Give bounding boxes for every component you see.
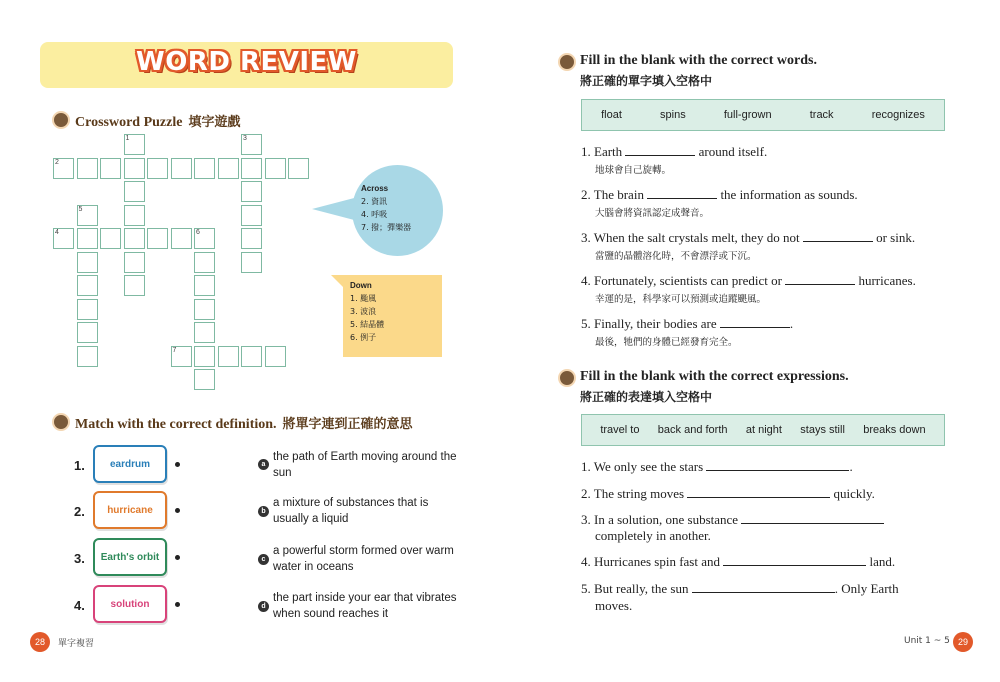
answer-blank[interactable] (625, 143, 695, 156)
match-word-dot[interactable] (175, 462, 180, 467)
crossword-number: 6 (196, 229, 200, 236)
item-number: 4. (581, 554, 591, 569)
section1-sentence (581, 186, 858, 203)
crossword-cell[interactable] (194, 252, 215, 273)
crossword-number: 2 (55, 158, 59, 166)
section2-word-bank (581, 414, 945, 446)
sentence-before: We only see the stars (593, 459, 704, 474)
match-number: 1. (74, 458, 85, 473)
definition-letter-dot[interactable]: b (258, 506, 269, 517)
sentence-before: But really, the sun (594, 581, 689, 596)
crossword-cell[interactable] (124, 228, 145, 249)
answer-blank[interactable] (720, 315, 790, 328)
crossword-cell[interactable] (241, 181, 262, 202)
sentence-after: quickly. (833, 486, 875, 501)
answer-blank[interactable] (706, 458, 849, 471)
crossword-cell[interactable] (171, 228, 192, 249)
student-avatar-icon (52, 111, 70, 129)
word-bank-item: track (809, 109, 834, 121)
crossword-number: 1 (125, 135, 130, 142)
item-number: 5. (581, 316, 591, 331)
across-clue: 4. 呼吸 (361, 210, 388, 219)
match-heading (75, 413, 413, 433)
sentence-before: Hurricanes spin fast and (594, 554, 720, 569)
crossword-cell[interactable] (77, 228, 98, 249)
sentence-translation: 最後，牠們的身體已經發育完全。 (595, 337, 738, 348)
word-bank-item: at night (745, 424, 782, 436)
student-avatar-icon (558, 53, 576, 71)
section2-sentence (581, 553, 895, 570)
sentence-translation: 地球會自己旋轉。 (595, 165, 672, 176)
sentence-before: Earth (594, 144, 623, 159)
crossword-cell[interactable] (77, 275, 98, 296)
section2-sentence (581, 580, 899, 597)
section2-heading: Fill in the blank with the correct expressions. (580, 369, 849, 384)
section1-word-bank (581, 99, 945, 131)
across-clues (361, 182, 411, 234)
footer-label: 單字複習 (58, 639, 95, 649)
page-number: 29 (953, 632, 973, 652)
word-bank-item: back and forth (657, 424, 728, 436)
crossword-cell[interactable] (77, 299, 98, 320)
crossword-number: 5 (78, 205, 83, 213)
crossword-cell[interactable] (171, 158, 192, 179)
crossword-heading-cjk: 填字遊戲 (188, 115, 241, 130)
sentence-after: . (849, 459, 853, 474)
answer-blank[interactable] (785, 272, 855, 285)
definition-text: a powerful storm formed over warm water in oceans (273, 545, 454, 573)
definition-text: the part inside your ear that vibrates when sound reaches it (273, 592, 457, 620)
word-bank-item: breaks down (863, 424, 926, 436)
match-word-dot[interactable] (175, 508, 180, 513)
sentence-before: Fortunately, scientists can predict or (594, 273, 782, 288)
section1-heading: Fill in the blank with the correct words. (580, 53, 817, 68)
item-number: 4. (581, 273, 591, 288)
definition-text: a mixture of substances that is usually a liquid (273, 497, 429, 525)
section2-sentence (581, 485, 875, 502)
down-title: Down (350, 281, 372, 290)
crossword-cell[interactable] (124, 158, 145, 179)
crossword-cell[interactable] (124, 252, 145, 273)
across-clue: 2. 資訊 (361, 197, 388, 206)
match-word-card[interactable]: hurricane (93, 491, 167, 529)
sentence-translation: 幸運的是，科學家可以預測或追蹤颶風。 (595, 294, 767, 305)
crossword-cell[interactable] (194, 299, 215, 320)
item-number: 3. (581, 230, 591, 245)
down-clue: 6. 例子 (350, 333, 377, 342)
student-avatar-icon (52, 413, 70, 431)
sentence-translation: 大腦會將資訊認定成聲音。 (595, 208, 710, 219)
sentence-before: Finally, their bodies are (594, 316, 717, 331)
sentence-after: or sink. (876, 230, 916, 245)
crossword-cell[interactable] (194, 322, 215, 343)
crossword-number: 7 (172, 346, 177, 354)
section2-sentence (581, 511, 884, 528)
crossword-cell[interactable] (265, 158, 286, 179)
student-avatar-icon (558, 369, 576, 387)
crossword-cell[interactable] (124, 181, 145, 202)
answer-blank[interactable] (647, 186, 717, 199)
answer-blank[interactable] (741, 511, 884, 524)
crossword-cell[interactable] (288, 158, 309, 179)
across-clue: 7. 撥；彈樂器 (361, 223, 412, 232)
item-number: 1. (581, 459, 591, 474)
match-word-dot[interactable] (175, 602, 180, 607)
sentence-before: The string moves (593, 486, 685, 501)
item-number: 2. (581, 187, 591, 202)
sentence-before: The brain (593, 187, 644, 202)
crossword-cell[interactable] (194, 275, 215, 296)
crossword-cell[interactable] (100, 158, 121, 179)
word-bank-item: travel to (600, 424, 640, 436)
down-clues (350, 279, 384, 344)
section1-sentence (581, 272, 916, 289)
answer-blank[interactable] (723, 553, 866, 566)
crossword-heading (75, 111, 240, 131)
item-number: 3. (581, 512, 591, 527)
page-number: 28 (30, 632, 50, 652)
item-number: 1. (581, 144, 591, 159)
item-number: 5. (581, 581, 591, 596)
answer-blank[interactable] (687, 485, 830, 498)
match-heading-text: Match with the correct definition. (75, 417, 277, 432)
definition-letter-dot[interactable]: d (258, 601, 269, 612)
sentence-after: . (789, 316, 794, 331)
crossword-cell[interactable] (241, 158, 262, 179)
sentence-before: When the salt crystals melt, they do not (593, 230, 800, 245)
match-word-card[interactable]: solution (93, 585, 167, 623)
match-number: 3. (74, 551, 85, 566)
crossword-cell[interactable] (241, 346, 262, 367)
definition-letter-dot[interactable]: a (258, 459, 269, 470)
down-clue: 3. 波浪 (350, 307, 377, 316)
crossword-cell[interactable] (77, 158, 98, 179)
page-title: WORD REVIEW (136, 47, 357, 77)
section1-subheading: 將正確的單字填入空格中 (580, 74, 713, 88)
sentence-continuation: moves. (595, 598, 633, 613)
crossword-number: 3 (243, 135, 247, 142)
crossword-cell[interactable] (77, 346, 98, 367)
section1-sentence (581, 315, 793, 332)
match-word-card[interactable]: Earth's orbit (93, 538, 167, 576)
crossword-cell[interactable] (218, 346, 239, 367)
word-bank-item: recognizes (871, 109, 925, 121)
crossword-heading-text: Crossword Puzzle (75, 115, 183, 130)
sentence-continuation: completely in another. (595, 528, 711, 543)
match-word-dot[interactable] (175, 555, 180, 560)
word-bank-item: float (601, 109, 622, 121)
definition-text: the path of Earth moving around the sun (273, 451, 457, 479)
crossword-cell[interactable] (124, 205, 145, 226)
crossword-cell[interactable] (241, 228, 262, 249)
across-title: Across (361, 184, 389, 193)
sentence-after: hurricanes. (858, 273, 916, 288)
footer-label: Unit 1 ~ 5 (904, 636, 950, 646)
crossword-cell[interactable] (77, 252, 98, 273)
word-bank-item: stays still (800, 424, 845, 436)
section2-subheading: 將正確的表達填入空格中 (580, 390, 713, 404)
sentence-after: . Only Earth (834, 581, 899, 596)
crossword-cell[interactable] (124, 275, 145, 296)
answer-blank[interactable] (692, 580, 835, 593)
word-bank-item: full-grown (723, 109, 772, 121)
crossword-cell[interactable] (194, 158, 215, 179)
section1-sentence (581, 143, 767, 160)
sentence-after: land. (869, 554, 896, 569)
match-number: 4. (74, 598, 85, 613)
crossword-cell[interactable] (147, 228, 168, 249)
sentence-after: around itself. (698, 144, 768, 159)
section2-sentence (581, 458, 853, 475)
match-heading-cjk: 將單字連到正確的意思 (282, 417, 413, 432)
crossword-cell[interactable] (194, 346, 215, 367)
crossword-cell[interactable] (147, 158, 168, 179)
sentence-after: the information as sounds. (720, 187, 858, 202)
crossword-number: 4 (55, 229, 59, 236)
crossword-cell[interactable] (194, 369, 215, 390)
crossword-cell[interactable] (77, 322, 98, 343)
down-clue: 5. 結晶體 (350, 320, 385, 329)
match-number: 2. (74, 504, 85, 519)
item-number: 2. (581, 486, 591, 501)
word-bank-item: spins (660, 109, 686, 121)
crossword-cell[interactable] (265, 346, 286, 367)
match-word-card[interactable]: eardrum (93, 445, 167, 483)
sentence-translation: 當鹽的晶體溶化時，不會漂浮或下沉。 (595, 251, 757, 262)
crossword-cell[interactable] (100, 228, 121, 249)
definition-letter-dot[interactable]: c (258, 554, 269, 565)
answer-blank[interactable] (803, 229, 873, 242)
crossword-cell[interactable] (241, 205, 262, 226)
sentence-before: In a solution, one substance (594, 512, 739, 527)
down-clue: 1. 颱風 (350, 294, 377, 303)
crossword-cell[interactable] (218, 158, 239, 179)
section1-sentence (581, 229, 915, 246)
crossword-cell[interactable] (241, 252, 262, 273)
